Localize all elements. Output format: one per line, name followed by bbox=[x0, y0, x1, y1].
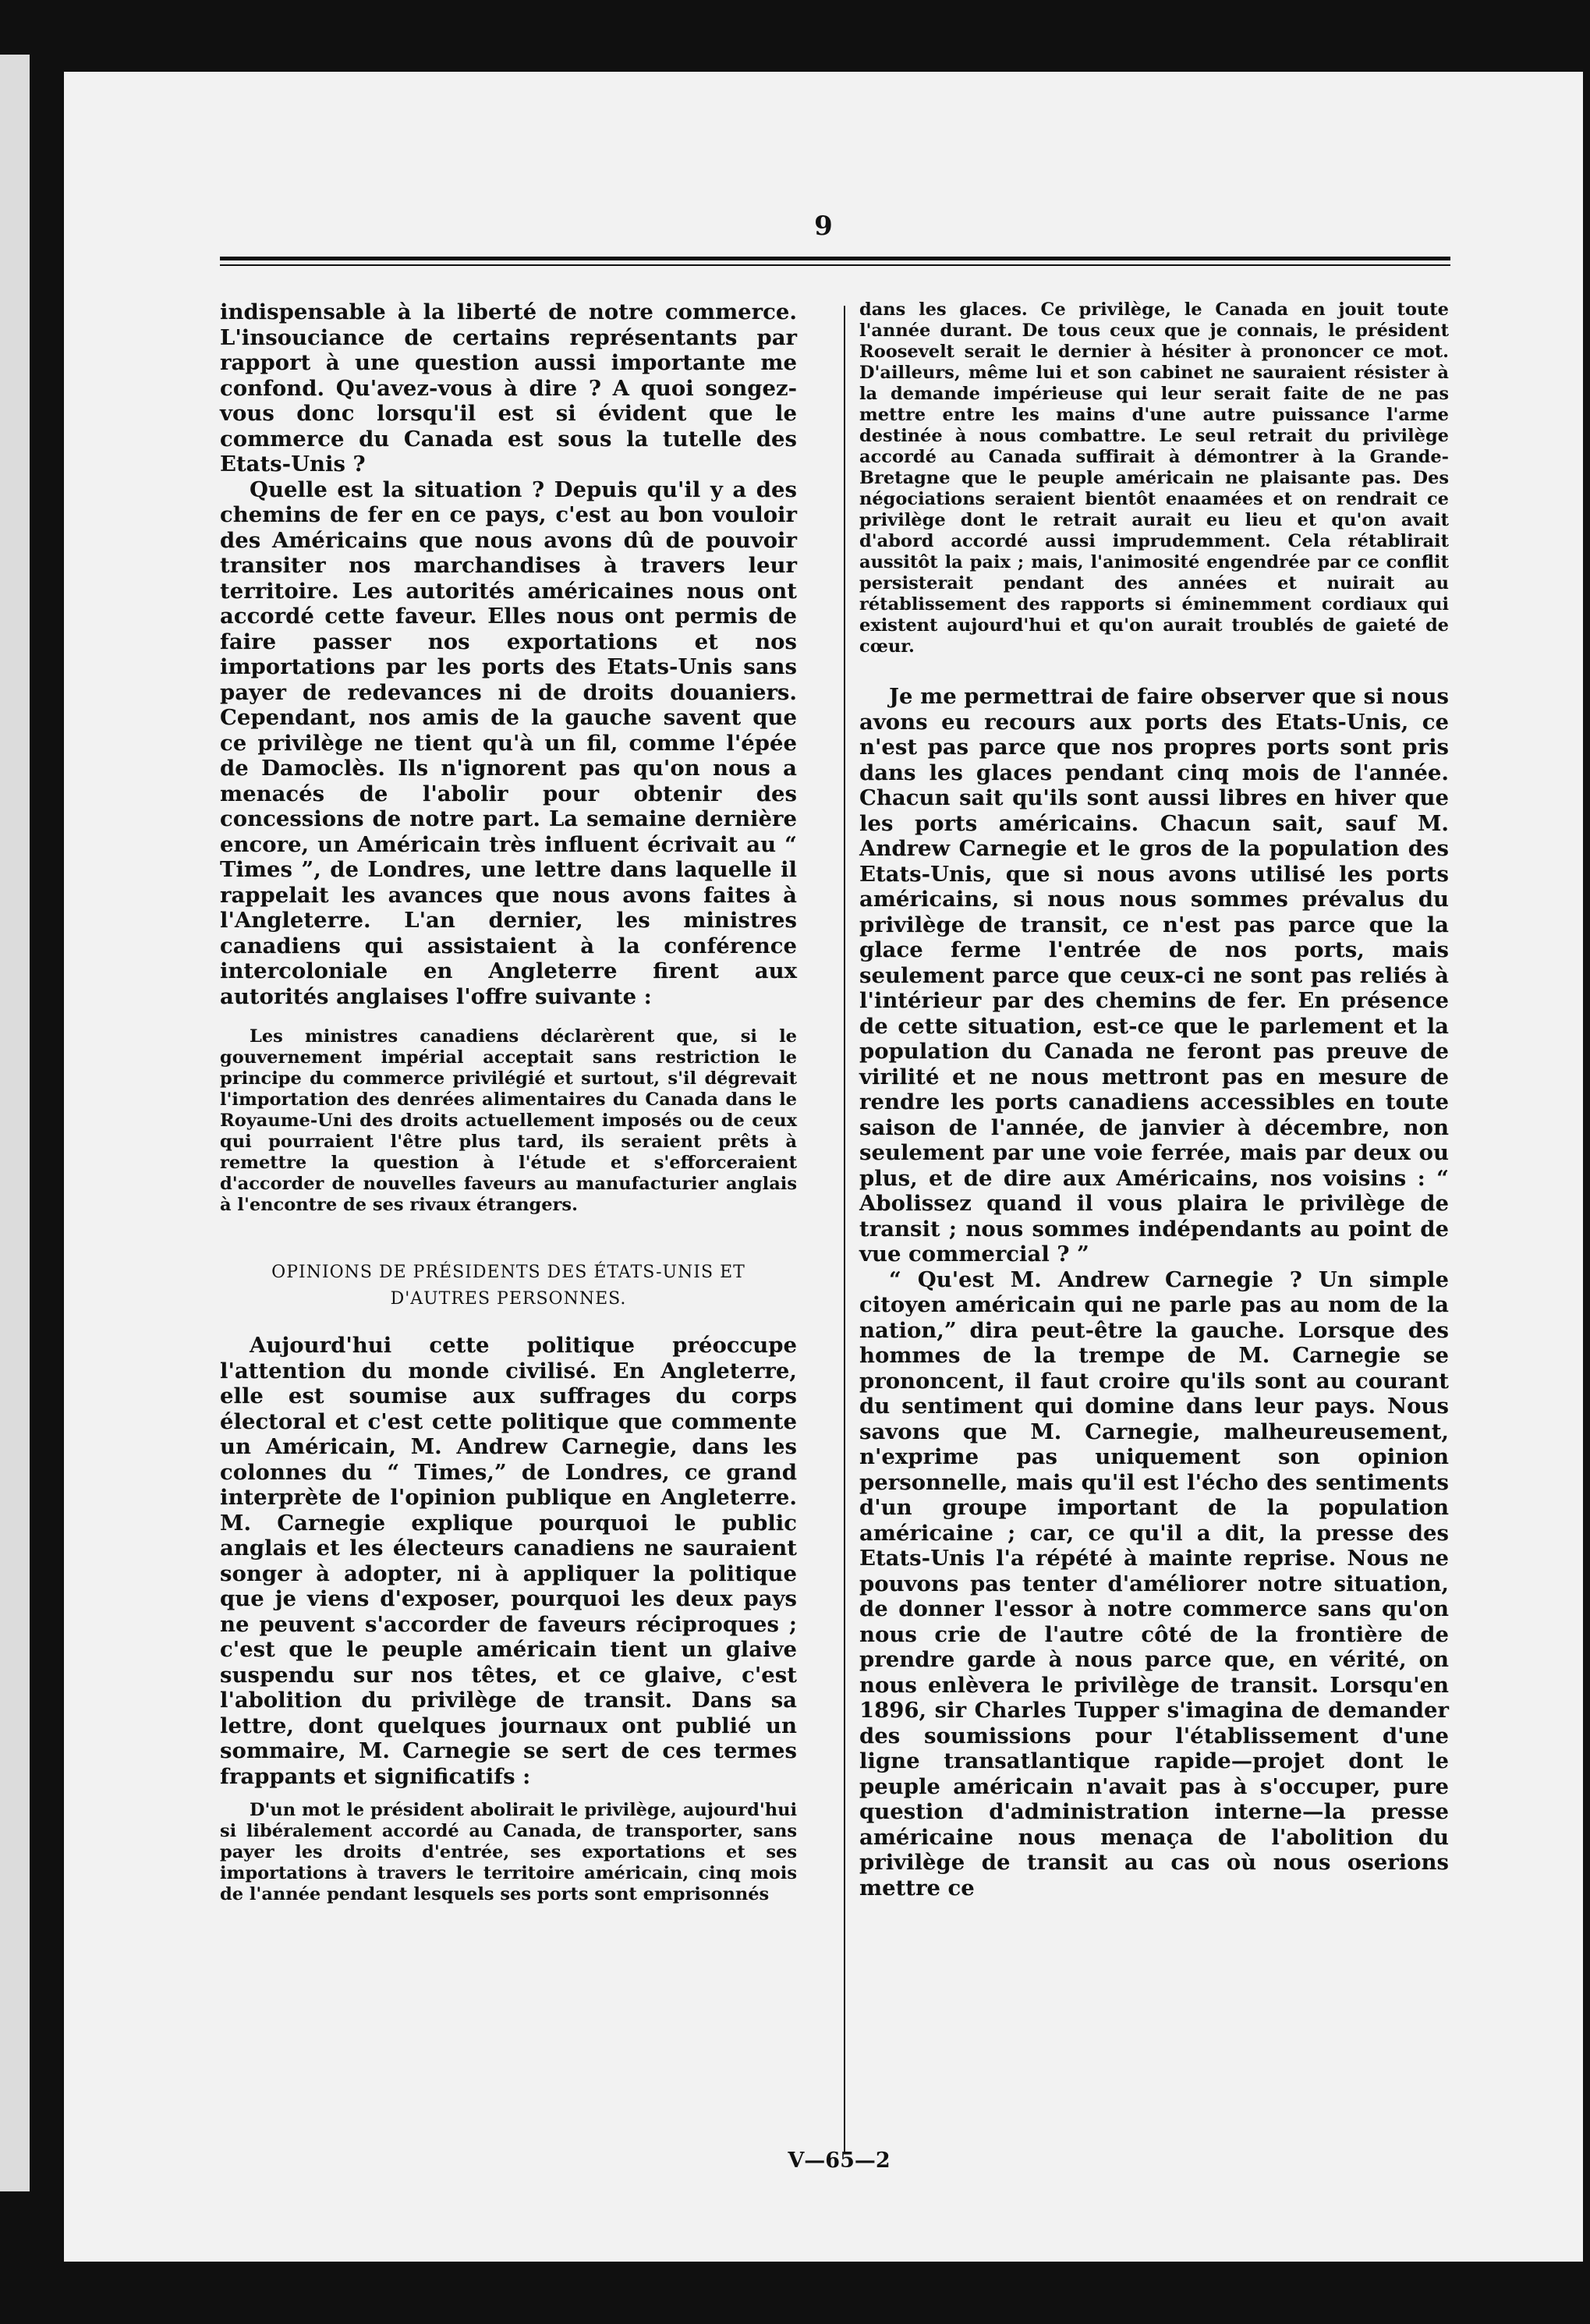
paragraph: Aujourd'hui cette politique préoccupe l'attention du monde civilisé. En Angleterre, elle est soumise aux suffrages du corps électoral et c'est cette politique que commente un Américain, M. Andrew Carnegie, dans les colonnes du “ Times,” de Londres, ce grand interprète de l'opinion publique en Angleterre. M. Carnegie explique pourquoi le public anglais et les électeurs canadiens ne sauraient songer à adopter, ni à appliquer la politique que je viens d'exposer, pourquoi les deux pays ne peuvent s'accorder de faveurs réciproques ; c'est que le peuple américain tient un glaive suspendu sur nos têtes, et ce glaive, c'est l'abolition du privilège de transit. Dans sa lettre, dont quelques journaux ont publié un sommaire, M. Carnegie se sert de ces termes frappants et significatifs : bbox=[220, 1333, 797, 1789]
column-divider bbox=[844, 306, 845, 2154]
section-heading bbox=[220, 1259, 797, 1313]
section-heading-line: D'AUTRES PERSONNES. bbox=[390, 1289, 627, 1309]
adjacent-page-edge bbox=[0, 55, 30, 2191]
section-heading-line: OPINIONS DE PRÉSIDENTS DES ÉTATS-UNIS ET bbox=[271, 1263, 745, 1282]
paragraph: Je me permettrai de faire observer que si nous avons eu recours aux ports des Etats-Unis, ce n'est pas parce que nos propres ports sont pris dans les glaces pendant cinq mois de l'année. Chacun sait qu'ils sont aussi libres en hiver que les ports américains. Chacun sait, sauf M. Andrew Carnegie et le gros de la population des Etats-Unis, que si nous avons utilisé les ports américains, si nous nous sommes prévalus du privilège de transit, ce n'est pas parce que la glace ferme l'entrée de nos ports, mais seulement parce que ceux-ci ne sont pas reliés à l'intérieur par des chemins de fer. En présence de cette situation, est-ce que le parlement et la population du Canada ne feront pas preuve de virilité et ne nous mettront pas en mesure de rendre les ports canadiens accessibles en toute saison de l'année, de janvier à décembre, non seulement par une voie ferrée, mais par deux ou plus, et de dire aux Américains, nos voisins : “ Abolissez quand il vous plaira le privilège de transit ; nous sommes indépendants au point de vue commercial ? ” bbox=[859, 684, 1449, 1267]
header-rule-thin bbox=[220, 264, 1450, 266]
paragraph: “ Qu'est M. Andrew Carnegie ? Un simple citoyen américain qui ne parle pas au nom de la nation,” dira peut-être la gauche. Lorsque des hommes de la trempe de M. Carnegie se prononcent, il faut croire qu'ils sont au courant du sentiment qui domine dans leur pays. Nous savons que M. Carnegie, malheureusement, n'exprime pas uniquement son opinion personnelle, mais qu'il est l'écho des sentiments d'un groupe important de la population américaine ; car, ce qu'il a dit, la presse des Etats-Unis l'a répété à mainte reprise. Nous ne pouvons pas tenter d'améliorer notre situation, de donner l'essor à notre commerce sans qu'on nous crie de l'autre côté de la frontière de prendre garde à nous parce que, en vérité, on nous enlèvera le privilège de transit. Lorsqu'en 1896, sir Charles Tupper s'imagina de demander des soumissions pour l'établissement d'une ligne transatlantique rapide—projet dont le peuple américain n'avait pas à s'occuper, pure question d'administration interne—la presse américaine nous menaça de l'abolition du privilège de transit au cas où nous oserions mettre ce bbox=[859, 1267, 1449, 1901]
block-quote: Les ministres canadiens déclarèrent que, si le gouvernement impérial acceptait sans restriction le principe du commerce privilégié et surtout, s'il dégrevait l'importation des denrées alimentaires du Canada dans le Royaume-Uni des droits actuellement imposés ou de ceux qui pourraient l'être plus tard, ils seraient prêts à remettre la question à l'étude et s'efforceraient d'accorder de nouvelles faveurs au manufacturier anglais à l'encontre de ses rivaux étrangers. bbox=[220, 1026, 797, 1215]
printer-signature: V—65—2 bbox=[788, 2149, 891, 2173]
paragraph: Quelle est la situation ? Depuis qu'il y a des chemins de fer en ce pays, c'est au bon vouloir des Américains que nous avons dû de pouvoir transiter nos marchandises à travers leur territoire. Les autorités américaines nous ont accordé cette faveur. Elles nous ont permis de faire passer nos exportations et nos importations par les ports des Etats-Unis sans payer de redevances ni de droits douaniers. Cependant, nos amis de la gauche savent que ce privilège ne tient qu'à un fil, comme l'épée de Damoclès. Ils n'ignorent pas qu'on nous a menacés de l'abolir pour obtenir des concessions de notre part. La semaine dernière encore, un Américain très influent écrivait au “ Times ”, de Londres, une lettre dans laquelle il rappelait les avances que nous avons faites à l'Angleterre. L'an dernier, les ministres canadiens qui assistaient à la conférence intercoloniale en Angleterre firent aux autorités anglaises l'offre suivante : bbox=[220, 476, 797, 1009]
page-number: 9 bbox=[814, 211, 833, 242]
left-column bbox=[220, 299, 797, 1905]
block-quote: D'un mot le président abolirait le privilège, aujourd'hui si libéralement accordé au Canada, de transporter, sans payer les droits d'entrée, ses exportations et ses importations à travers le territoire américain, cinq mois de l'année pendant lesquels ses ports sont emprisonnés bbox=[220, 1800, 797, 1904]
block-quote-continued: dans les glaces. Ce privilège, le Canada en jouit toute l'année durant. De tous ceux que je connais, le président Roosevelt serait le dernier à hésiter à prononcer ce mot. D'ailleurs, même lui et son cabinet ne sauraient résister à la demande impérieuse qui leur serait faite de ne pas mettre entre les mains d'une autre puissance l'arme destinée à nous combattre. Le seul retrait du privilège accordé au Canada suffirait à démontrer à la Grande-Bretagne que le peuple américain ne plaisante pas. Des négociations seraient bientôt enaamées et on rendrait ce privilège dont le retrait aurait eu lieu et qu'on avait d'abord accordé aussi imprudemment. Cela rétablirait aussitôt la paix ; mais, l'animosité engendrée par ce conflit persisterait pendant des années et nuirait au rétablissement des rapports si éminemment cordiaux qui existent aujourd'hui et qu'on aurait troublés de gaieté de cœur. bbox=[859, 299, 1449, 657]
header-rule-thick bbox=[220, 257, 1450, 260]
right-column bbox=[859, 299, 1449, 1901]
paragraph: indispensable à la liberté de notre commerce. L'insouciance de certains représentants par rapport à une question aussi importante me confond. Qu'avez-vous à dire ? A quoi songez-vous donc lorsqu'il est si évident que le commerce du Canada est sous la tutelle des Etats-Unis ? bbox=[220, 299, 797, 476]
spacer bbox=[859, 657, 1449, 684]
document-page bbox=[64, 72, 1583, 2262]
